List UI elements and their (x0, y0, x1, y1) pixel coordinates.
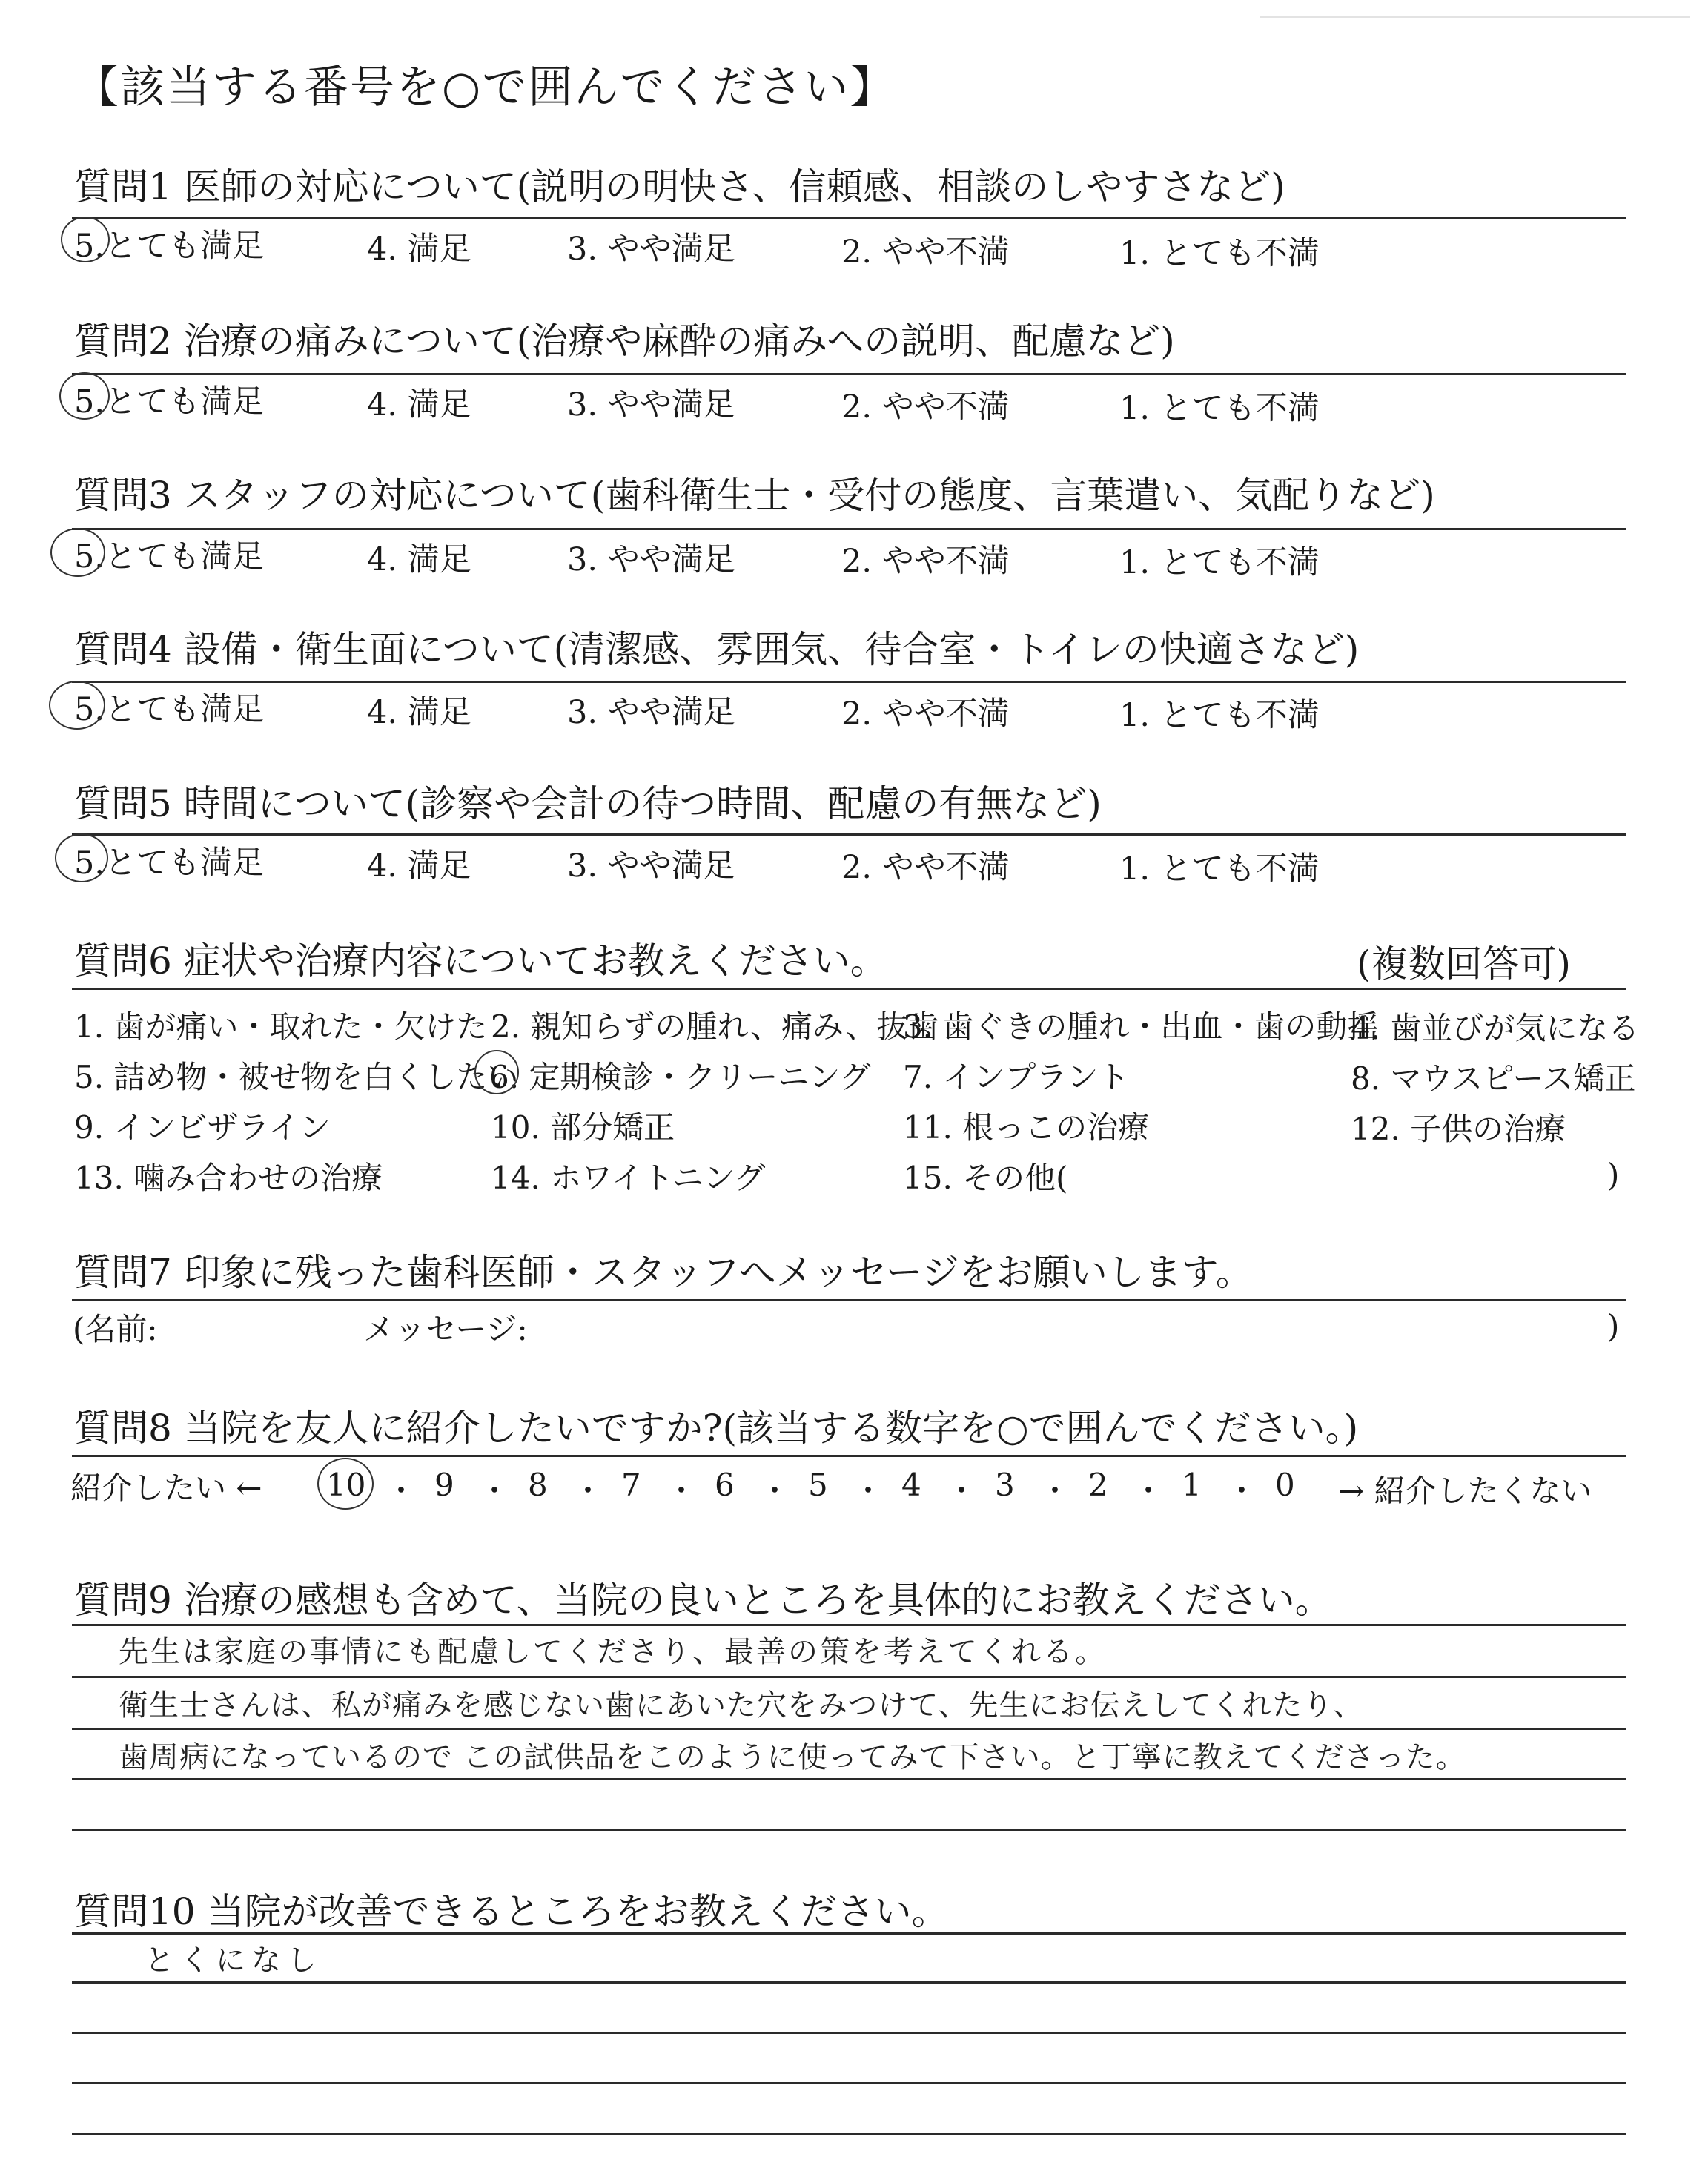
q6-item-10[interactable]: 10. 部分矯正 (491, 1109, 675, 1146)
question-9-rule-1 (72, 1624, 1626, 1626)
question-4-title: 質問4 設備・衛生面について(清潔感、雰囲気、待合室・トイレの快適さなど) (74, 628, 1360, 671)
question-5-rule (72, 833, 1626, 836)
q7-close-paren: ) (1607, 1308, 1620, 1344)
q2-selection-circle (59, 372, 110, 420)
q8-scale-7[interactable]: 7 (621, 1467, 641, 1503)
q4-option-1[interactable]: 1. とても不満 (1119, 697, 1320, 734)
q2-option-2[interactable]: 2. やや不満 (841, 389, 1010, 426)
question-1-rule (72, 217, 1626, 219)
q8-dot: ・ (946, 1473, 978, 1509)
q7-name-label: (名前: (73, 1311, 158, 1347)
q8-dot: ・ (759, 1473, 791, 1509)
question-5-title: 質問5 時間について(診察や会計の待つ時間、配慮の有無など) (74, 782, 1102, 825)
q8-scale-1[interactable]: 1 (1182, 1467, 1202, 1503)
question-10-rule-4 (72, 2082, 1626, 2084)
q8-dot: ・ (853, 1473, 884, 1509)
q8-scale-6[interactable]: 6 (715, 1467, 735, 1503)
q6-item-4[interactable]: 4. 歯並びが気になる (1351, 1010, 1640, 1046)
question-2-title: 質問2 治療の痛みについて(治療や麻酔の痛みへの説明、配慮など) (74, 320, 1175, 363)
question-9-rule-5 (72, 1829, 1626, 1831)
q3-option-2[interactable]: 2. やや不満 (841, 543, 1010, 580)
q4-option-4[interactable]: 4. 満足 (367, 694, 471, 731)
question-6-title: 質問6 症状や治療内容についてお教えください。 (74, 939, 887, 982)
question-9-rule-4 (72, 1778, 1626, 1780)
q5-option-4[interactable]: 4. 満足 (367, 848, 471, 885)
question-6-rule (72, 988, 1626, 990)
q8-right-label: → 紹介したくない (1338, 1473, 1592, 1509)
q2-option-3[interactable]: 3. やや満足 (567, 386, 735, 423)
question-9-title: 質問9 治療の感想も含めて、当院の良いところを具体的にお教えください。 (74, 1579, 1332, 1622)
question-2-rule (72, 373, 1626, 375)
q5-option-5[interactable]: 5.とても満足 (74, 845, 265, 882)
q1-option-1[interactable]: 1. とても不満 (1119, 235, 1320, 272)
q8-dot: ・ (572, 1473, 604, 1509)
q8-scale-10[interactable]: 10 (326, 1467, 366, 1503)
question-8-title: 質問8 当院を友人に紹介したいですか?(該当する数字を○で囲んでください。) (74, 1407, 1359, 1450)
question-3-rule (72, 528, 1626, 530)
q8-left-label: 紹介したい ← (70, 1470, 262, 1506)
q8-scale-9[interactable]: 9 (434, 1467, 454, 1503)
q5-option-3[interactable]: 3. やや満足 (567, 848, 735, 885)
q1-selection-circle (61, 217, 110, 262)
q8-dot: ・ (666, 1473, 698, 1509)
q8-dot: ・ (1039, 1473, 1071, 1509)
q8-scale-4[interactable]: 4 (901, 1467, 921, 1503)
q3-option-5[interactable]: 5.とても満足 (74, 538, 265, 575)
question-9-rule-3 (72, 1728, 1626, 1730)
q5-selection-circle (55, 833, 108, 882)
question-10-rule-3 (72, 2032, 1626, 2034)
q6-item-15[interactable]: 15. その他( (903, 1160, 1068, 1196)
q8-dot: ・ (1226, 1473, 1258, 1509)
q1-option-4[interactable]: 4. 満足 (367, 231, 471, 268)
q8-dot: ・ (1133, 1473, 1165, 1509)
q6-item-15-close: ) (1607, 1157, 1620, 1193)
q9-answer-line-3: 歯周病になっているので この試供品をこのように使ってみて下さい。と丁寧に教えてくださった。 (119, 1740, 1466, 1774)
q6-selection-circle (474, 1050, 519, 1094)
q6-item-3[interactable]: 3. 歯ぐきの腫れ・出血・歯の動揺 (903, 1008, 1379, 1045)
q8-scale-0[interactable]: 0 (1275, 1467, 1295, 1503)
q4-option-5[interactable]: 5.とても満足 (74, 691, 265, 728)
q6-item-7[interactable]: 7. インプラント (903, 1059, 1130, 1095)
q6-item-13[interactable]: 13. 噛み合わせの治療 (74, 1160, 383, 1196)
q8-scale-8[interactable]: 8 (528, 1467, 548, 1503)
q7-message-label: メッセージ: (363, 1311, 528, 1347)
q4-option-2[interactable]: 2. やや不満 (841, 696, 1010, 733)
q4-option-3[interactable]: 3. やや満足 (567, 694, 735, 731)
question-9-rule-2 (72, 1676, 1626, 1678)
form-heading: 【該当する番号を○で囲んでください】 (74, 62, 896, 113)
q3-option-4[interactable]: 4. 満足 (367, 541, 471, 578)
question-10-rule-1 (72, 1932, 1626, 1935)
question-10-rule-2 (72, 1981, 1626, 1984)
q8-scale-3[interactable]: 3 (995, 1467, 1015, 1503)
q9-answer-line-2: 衛生士さんは、私が痛みを感じない歯にあいた穴をみつけて、先生にお伝えしてくれたり、 (119, 1688, 1364, 1723)
q5-option-1[interactable]: 1. とても不満 (1119, 851, 1320, 888)
q1-option-5[interactable]: 5.とても満足 (74, 228, 265, 265)
q6-item-2[interactable]: 2. 親知らずの腫れ、痛み、抜歯 (491, 1008, 939, 1045)
question-1-title: 質問1 医師の対応について(説明の明快さ、信頼感、相談のしやすさなど) (74, 165, 1285, 208)
question-10-rule-5 (72, 2133, 1626, 2135)
q8-scale-2[interactable]: 2 (1088, 1467, 1108, 1503)
question-8-rule (72, 1455, 1626, 1457)
question-4-rule (72, 681, 1626, 683)
q3-option-1[interactable]: 1. とても不満 (1119, 544, 1320, 581)
question-6-note: (複数回答可) (1357, 942, 1572, 985)
q2-option-5[interactable]: 5.とても満足 (74, 383, 265, 420)
q6-item-9[interactable]: 9. インビザライン (74, 1109, 331, 1146)
q6-item-11[interactable]: 11. 根っこの治療 (903, 1109, 1150, 1146)
q2-option-4[interactable]: 4. 満足 (367, 386, 471, 423)
q6-item-1[interactable]: 1. 歯が痛い・取れた・欠けた (74, 1008, 488, 1045)
q8-scale-5[interactable]: 5 (808, 1467, 828, 1503)
q6-item-12[interactable]: 12. 子供の治療 (1351, 1111, 1566, 1147)
q2-option-1[interactable]: 1. とても不満 (1119, 390, 1320, 427)
q3-option-3[interactable]: 3. やや満足 (567, 541, 735, 578)
scan-edge (1260, 16, 1690, 18)
question-10-title: 質問10 当院が改善できるところをお教えください。 (74, 1890, 949, 1933)
q1-option-3[interactable]: 3. やや満足 (567, 231, 735, 268)
q8-selection-circle (317, 1458, 374, 1510)
question-3-title: 質問3 スタッフの対応について(歯科衛生士・受付の態度、言葉遣い、気配りなど) (74, 474, 1435, 517)
q5-option-2[interactable]: 2. やや不満 (841, 849, 1010, 886)
q4-selection-circle (49, 681, 105, 730)
question-7-rule (72, 1299, 1626, 1301)
q10-answer: とくになし (145, 1943, 322, 1978)
q6-item-14[interactable]: 14. ホワイトニング (491, 1160, 766, 1196)
q6-item-5[interactable]: 5. 詰め物・被せ物を白くしたい (74, 1059, 519, 1095)
q6-item-6[interactable]: 6. 定期検診・クリーニング (489, 1059, 871, 1095)
q1-option-2[interactable]: 2. やや不満 (841, 234, 1010, 271)
q3-selection-circle (50, 528, 105, 577)
q6-item-8[interactable]: 8. マウスピース矯正 (1351, 1060, 1636, 1097)
q8-dot: ・ (385, 1473, 417, 1509)
question-7-title: 質問7 印象に残った歯科医師・スタッフへメッセージをお願いします。 (74, 1251, 1253, 1294)
q9-answer-line-1: 先生は家庭の事情にも配慮してくださり、最善の策を考えてくれる。 (119, 1635, 1107, 1669)
q8-dot: ・ (479, 1473, 511, 1509)
